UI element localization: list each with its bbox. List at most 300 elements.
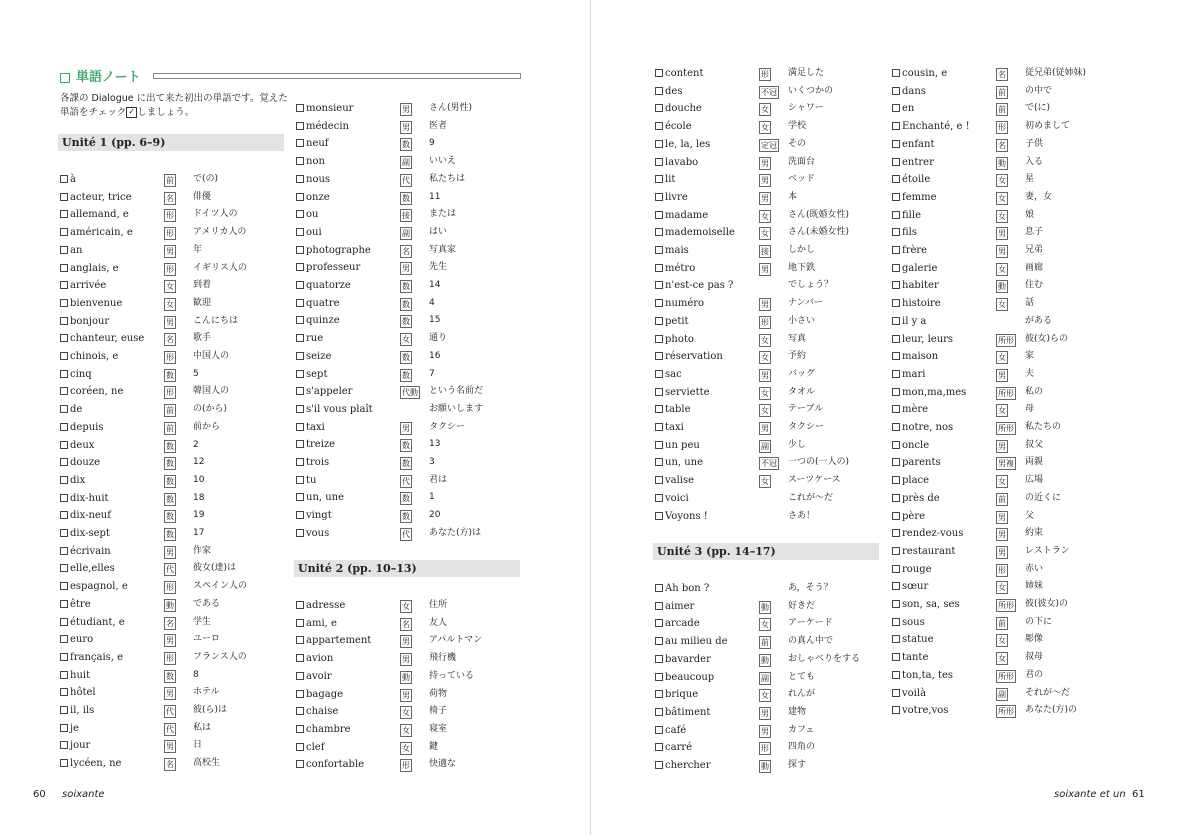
checkbox[interactable] — [60, 281, 68, 289]
vocab-word: coréen, ne — [70, 386, 124, 398]
checkbox[interactable] — [60, 600, 68, 608]
checkbox[interactable] — [655, 655, 663, 663]
checkbox[interactable] — [60, 529, 68, 537]
checkbox[interactable] — [296, 672, 304, 680]
checkbox[interactable] — [60, 317, 68, 325]
part-of-speech-tag: 所形 — [998, 707, 1014, 717]
part-of-speech-tag: 女 — [998, 300, 1006, 310]
checkbox[interactable] — [296, 458, 304, 466]
vocab-meaning: 8 — [193, 669, 199, 680]
checkbox[interactable] — [60, 671, 68, 679]
checkbox[interactable] — [892, 104, 900, 112]
vocab-meaning: 先生 — [429, 262, 448, 273]
part-of-speech-tag: 男 — [761, 264, 769, 274]
vocab-word: frère — [902, 245, 928, 256]
vocab-word: bienvenue — [70, 297, 123, 309]
part-of-speech-tag: 男 — [998, 547, 1006, 557]
part-of-speech-tag: 女 — [402, 708, 410, 718]
checkbox[interactable] — [892, 671, 900, 679]
part-of-speech-tag: 女 — [166, 282, 174, 292]
vocab-entry — [296, 153, 536, 170]
checkbox[interactable] — [655, 619, 663, 627]
unit-2-heading: Unité 2 (pp. 10–13) — [294, 560, 520, 577]
vocab-entry — [296, 118, 536, 135]
checkbox[interactable] — [296, 690, 304, 698]
vocab-meaning: という名前だ — [429, 386, 484, 397]
vocab-word: nous — [306, 173, 331, 185]
part-of-speech-tag: 形 — [166, 353, 174, 362]
checkbox[interactable] — [655, 140, 663, 148]
checkbox[interactable] — [60, 494, 68, 502]
part-of-speech-tag: 女 — [402, 602, 410, 611]
vocab-word: sœur — [902, 581, 929, 593]
vocab-word: deux — [70, 439, 95, 451]
part-of-speech-tag: 女 — [402, 335, 410, 345]
vocab-meaning: おしゃべりをする — [788, 653, 861, 664]
checkbox[interactable] — [892, 635, 900, 643]
checkbox[interactable] — [60, 511, 68, 519]
checkbox[interactable] — [892, 335, 900, 343]
vocab-word: écrivain — [70, 545, 111, 557]
checkbox[interactable] — [60, 759, 68, 767]
checkbox[interactable] — [892, 423, 900, 431]
vocab-word: femme — [902, 191, 937, 203]
part-of-speech-tag: 形 — [166, 583, 174, 593]
vocab-entry — [60, 401, 300, 418]
checkbox[interactable] — [892, 441, 900, 449]
part-of-speech-tag: 数 — [402, 370, 410, 380]
checkbox[interactable] — [892, 547, 900, 555]
checkbox[interactable] — [892, 370, 900, 378]
vocab-entry — [655, 615, 895, 632]
vocab-entry — [60, 313, 300, 330]
vocab-entry — [655, 83, 895, 100]
vocab-meaning: とても — [788, 671, 816, 682]
checkbox[interactable] — [892, 388, 900, 396]
checkbox[interactable] — [296, 725, 304, 733]
left-page-number: 60 — [33, 789, 46, 800]
checkbox[interactable] — [60, 334, 68, 342]
checkbox[interactable] — [60, 228, 68, 236]
part-of-speech-tag: 動 — [998, 282, 1006, 292]
vocab-entry — [296, 525, 536, 542]
vocab-meaning: 鍵 — [429, 741, 439, 752]
checkbox[interactable] — [296, 511, 304, 519]
vocab-meaning: 2 — [193, 439, 199, 450]
vocab-word: valise — [665, 475, 695, 487]
vocab-meaning: 彼(彼女)の — [1025, 599, 1069, 609]
vocab-meaning: 約束 — [1025, 528, 1044, 539]
vocab-meaning: 子供 — [1025, 138, 1044, 149]
checkbox[interactable] — [60, 405, 68, 413]
checkbox[interactable] — [296, 493, 304, 501]
vocab-meaning: 飛行機 — [429, 653, 457, 664]
part-of-speech-tag: 代 — [166, 707, 174, 716]
checkbox[interactable] — [296, 299, 304, 307]
checkbox[interactable] — [892, 653, 900, 661]
vocab-entry — [296, 436, 536, 453]
checkbox[interactable] — [892, 175, 900, 183]
checkbox[interactable] — [60, 653, 68, 661]
checkbox[interactable] — [655, 458, 663, 466]
vocab-entry — [655, 171, 895, 188]
vocab-entry — [655, 100, 895, 117]
checkbox[interactable] — [655, 352, 663, 360]
checkbox[interactable] — [296, 316, 304, 324]
checkbox[interactable] — [60, 564, 68, 572]
checkbox[interactable] — [892, 706, 900, 714]
vocab-entry — [655, 704, 895, 721]
checkbox[interactable] — [296, 743, 304, 751]
vocab-word: chanteur, euse — [70, 333, 145, 345]
checkbox[interactable] — [892, 689, 900, 697]
checkbox[interactable] — [655, 584, 663, 592]
vocab-meaning: アパルトマン — [429, 635, 483, 646]
vocab-meaning: 娘 — [1025, 209, 1035, 220]
part-of-speech-tag: 数 — [402, 193, 410, 203]
vocab-meaning: 学校 — [788, 121, 807, 132]
checkbox[interactable] — [892, 565, 900, 573]
checkbox[interactable] — [655, 476, 663, 484]
part-of-speech-tag: 前 — [166, 176, 174, 185]
checkbox[interactable] — [655, 690, 663, 698]
checkbox[interactable] — [60, 582, 68, 590]
checkbox[interactable] — [60, 193, 68, 201]
left-page-label: soixante — [62, 789, 105, 800]
part-of-speech-tag: 代動 — [402, 388, 418, 398]
vocab-meaning: 洗面台 — [788, 156, 816, 167]
part-of-speech-tag: 前 — [166, 423, 174, 433]
vocab-entry — [892, 331, 1132, 348]
checkbox[interactable] — [60, 741, 68, 749]
checkbox[interactable] — [655, 335, 663, 343]
checkbox[interactable] — [892, 228, 900, 236]
vocab-meaning: でしょう？ — [788, 280, 834, 291]
checkbox[interactable] — [296, 707, 304, 715]
vocab-word: non — [306, 156, 325, 168]
vocab-word: lavabo — [665, 156, 699, 168]
checkbox[interactable] — [655, 761, 663, 769]
vocab-meaning: 彼(女)らの — [1025, 333, 1069, 344]
checkbox[interactable] — [892, 352, 900, 360]
vocab-entry — [892, 65, 1132, 82]
part-of-speech-tag: 動 — [998, 158, 1006, 168]
checkbox[interactable] — [296, 619, 304, 627]
checkbox[interactable] — [655, 726, 663, 734]
vocab-entry — [60, 543, 300, 560]
checkbox[interactable] — [296, 423, 304, 431]
checkbox[interactable] — [655, 264, 663, 272]
checkbox[interactable] — [655, 441, 663, 449]
part-of-speech-tag: 数 — [402, 494, 410, 504]
vocab-entry — [892, 277, 1132, 294]
vocab-meaning: はい — [429, 226, 448, 237]
checkbox[interactable] — [60, 635, 68, 643]
vocab-meaning: 星 — [1025, 174, 1035, 185]
vocab-entry — [892, 384, 1132, 401]
checkbox[interactable] — [60, 423, 68, 431]
checkbox[interactable] — [60, 441, 68, 449]
checkbox[interactable] — [655, 211, 663, 219]
vocab-note-title-text: 単語ノート — [76, 70, 141, 85]
checkbox[interactable] — [296, 263, 304, 271]
part-of-speech-tag: 定冠 — [761, 140, 777, 150]
checkbox[interactable] — [296, 387, 304, 395]
checkbox[interactable] — [892, 458, 900, 466]
vocab-word: serviette — [665, 386, 710, 398]
checkbox[interactable] — [892, 529, 900, 537]
checkbox[interactable] — [892, 512, 900, 520]
checkbox[interactable] — [296, 210, 304, 218]
checkbox[interactable] — [892, 600, 900, 608]
checkbox[interactable] — [655, 370, 663, 378]
checkbox[interactable] — [60, 210, 68, 218]
part-of-speech-tag: 形 — [402, 761, 410, 771]
checkbox[interactable] — [655, 69, 663, 77]
checkbox[interactable] — [296, 228, 304, 236]
vocab-meaning: テーブル — [788, 404, 824, 415]
vocab-word: sous — [902, 616, 925, 628]
checkbox[interactable] — [296, 246, 304, 254]
vocab-meaning: 私の — [1025, 386, 1044, 397]
vocab-word: taxi — [306, 421, 325, 433]
vocab-meaning: の中で — [1025, 85, 1053, 96]
vocab-word: être — [70, 598, 91, 610]
vocab-entry — [655, 384, 895, 401]
vocab-meaning: 夫 — [1025, 368, 1035, 379]
part-of-speech-tag: 男 — [761, 193, 769, 203]
vocab-word: espagnol, e — [70, 581, 128, 593]
vocab-word: mais — [665, 245, 689, 256]
checkbox[interactable] — [655, 494, 663, 502]
checkbox[interactable] — [892, 582, 900, 590]
vocab-entry — [655, 686, 895, 703]
vocab-word: arcade — [665, 618, 700, 630]
checkbox[interactable] — [60, 476, 68, 484]
checkbox[interactable] — [655, 708, 663, 716]
vocab-word: avion — [306, 653, 334, 665]
checkbox[interactable] — [296, 104, 304, 112]
vocab-word: habiter — [902, 280, 939, 292]
part-of-speech-tag: 男 — [402, 105, 410, 114]
checkbox[interactable] — [892, 299, 900, 307]
checkbox[interactable] — [892, 317, 900, 325]
part-of-speech-tag: 名 — [998, 70, 1006, 79]
vocab-entry — [892, 525, 1132, 542]
checkbox[interactable] — [655, 602, 663, 610]
vocab-entry — [655, 295, 895, 312]
vocab-meaning: 話 — [1025, 298, 1035, 309]
vocab-entry — [655, 260, 895, 277]
checkbox[interactable] — [892, 158, 900, 166]
vocab-note-title — [60, 66, 141, 85]
part-of-speech-tag: 男 — [166, 547, 174, 557]
checkbox[interactable] — [892, 193, 900, 201]
checkbox[interactable] — [296, 760, 304, 768]
vocab-entry — [655, 277, 895, 294]
checkbox[interactable] — [655, 246, 663, 254]
vocab-meaning: その — [788, 138, 807, 149]
checkbox[interactable] — [296, 636, 304, 644]
vocab-word: père — [902, 510, 926, 522]
checkbox[interactable] — [892, 281, 900, 289]
checkbox[interactable] — [296, 654, 304, 662]
vocab-word: de — [70, 404, 83, 416]
checkbox[interactable] — [892, 122, 900, 130]
vocab-meaning: または — [429, 209, 457, 220]
checkbox[interactable] — [296, 352, 304, 360]
checkbox[interactable] — [892, 87, 900, 95]
checkbox[interactable] — [655, 299, 663, 307]
vocab-entry — [60, 490, 300, 507]
vocab-word: français, e — [70, 651, 124, 663]
checkbox[interactable] — [655, 122, 663, 130]
checkbox[interactable] — [296, 334, 304, 342]
checkbox[interactable] — [60, 370, 68, 378]
checkbox[interactable] — [296, 157, 304, 165]
vocab-word: professeur — [306, 262, 361, 274]
part-of-speech-tag: 代 — [402, 476, 410, 486]
part-of-speech-tag: 名 — [402, 619, 410, 629]
checkbox[interactable] — [296, 476, 304, 484]
checkbox[interactable] — [892, 618, 900, 626]
vocab-entry — [60, 224, 300, 241]
checkbox[interactable] — [892, 405, 900, 413]
checkbox[interactable] — [296, 405, 304, 413]
vocab-word: quinze — [306, 315, 340, 327]
vocab-meaning: 友人 — [429, 617, 448, 628]
vocab-meaning: の真ん中で — [788, 636, 834, 647]
vocab-word: tu — [306, 474, 317, 486]
checkbox[interactable] — [296, 529, 304, 537]
vocab-meaning: あなた(方)は — [429, 527, 482, 538]
checkbox[interactable] — [655, 743, 663, 751]
part-of-speech-tag: 女 — [402, 725, 410, 735]
checkbox[interactable] — [296, 122, 304, 130]
checkbox[interactable] — [892, 264, 900, 272]
part-of-speech-tag: 名 — [166, 335, 174, 345]
checkbox[interactable] — [655, 317, 663, 325]
part-of-speech-tag: 前 — [998, 87, 1006, 97]
vocab-meaning: あなた(方)の — [1025, 705, 1078, 716]
vocab-meaning: 叔母 — [1025, 652, 1044, 663]
vocab-meaning: ホテル — [193, 687, 220, 698]
checkbox[interactable] — [60, 618, 68, 626]
part-of-speech-tag: 男 — [998, 530, 1006, 540]
vocab-entry — [296, 668, 536, 685]
checkbox[interactable] — [296, 601, 304, 609]
checkbox[interactable] — [60, 706, 68, 714]
checkbox[interactable] — [60, 458, 68, 466]
checkbox[interactable] — [60, 724, 68, 732]
vocab-word: en — [902, 103, 915, 115]
vocab-entry — [892, 578, 1132, 595]
vocab-meaning: 歓迎 — [193, 297, 212, 308]
checkbox[interactable] — [60, 264, 68, 272]
vocab-meaning: 家 — [1025, 351, 1035, 362]
checkbox[interactable] — [655, 104, 663, 112]
vocab-meaning: さあ！ — [788, 510, 816, 521]
vocab-meaning: タクシー — [788, 422, 825, 432]
vocab-word: adresse — [306, 600, 346, 611]
checkbox[interactable] — [892, 494, 900, 502]
part-of-speech-tag: 男 — [166, 246, 174, 256]
vocab-meaning: 俳優 — [193, 191, 212, 202]
vocab-word: petit — [665, 315, 689, 327]
vocab-meaning: 君は — [429, 474, 448, 485]
checkbox[interactable] — [655, 175, 663, 183]
checkbox[interactable] — [655, 637, 663, 645]
checkbox[interactable] — [60, 387, 68, 395]
part-of-speech-tag: 数 — [166, 494, 174, 504]
vocab-meaning: 叔父 — [1025, 439, 1044, 450]
checkbox[interactable] — [296, 175, 304, 183]
part-of-speech-tag: 不冠 — [761, 459, 777, 469]
vocab-meaning: 荷物 — [429, 688, 448, 699]
checkbox[interactable] — [655, 405, 663, 413]
checkbox[interactable] — [60, 175, 68, 183]
vocab-meaning: スペイン人の — [193, 581, 248, 592]
vocab-meaning: 持っている — [429, 670, 475, 681]
checkbox[interactable] — [296, 281, 304, 289]
vocab-entry — [296, 507, 536, 524]
vocab-meaning: ユーロ — [193, 634, 221, 645]
part-of-speech-tag: 形 — [166, 653, 174, 663]
checkbox[interactable] — [655, 423, 663, 431]
checkbox[interactable] — [892, 246, 900, 254]
checkbox[interactable] — [655, 388, 663, 396]
vocab-word: table — [665, 404, 691, 416]
vocab-word: bonjour — [70, 315, 110, 327]
checkbox[interactable] — [60, 688, 68, 696]
checkbox[interactable] — [655, 193, 663, 201]
checkbox[interactable] — [296, 139, 304, 147]
vocab-entry — [655, 136, 895, 153]
vocab-meaning: 16 — [429, 350, 441, 361]
checkbox[interactable] — [655, 158, 663, 166]
checkbox[interactable] — [655, 512, 663, 520]
checkbox[interactable] — [892, 476, 900, 484]
checkbox[interactable] — [60, 547, 68, 555]
checkbox[interactable] — [655, 87, 663, 95]
vocab-meaning: 初めまして — [1025, 121, 1071, 132]
part-of-speech-tag: 男 — [998, 247, 1006, 256]
checkbox[interactable] — [655, 673, 663, 681]
checkbox[interactable] — [655, 228, 663, 236]
vocab-entry — [296, 721, 536, 738]
checkbox[interactable] — [296, 440, 304, 448]
part-of-speech-tag: 女 — [998, 176, 1006, 186]
checkbox[interactable] — [60, 352, 68, 360]
checkbox[interactable] — [655, 281, 663, 289]
vocab-meaning: 19 — [193, 510, 205, 521]
vocab-word: enfant — [902, 138, 935, 150]
checkbox[interactable] — [892, 211, 900, 219]
checkbox[interactable] — [296, 370, 304, 378]
checkbox[interactable] — [60, 299, 68, 307]
vocab-entry — [892, 702, 1132, 719]
vocab-word: livre — [665, 191, 688, 203]
checkbox[interactable] — [892, 69, 900, 77]
checkbox[interactable] — [60, 246, 68, 254]
vocab-entry — [296, 632, 536, 649]
vocab-entry — [296, 366, 536, 383]
part-of-speech-tag: 数 — [402, 317, 410, 327]
checkbox[interactable] — [296, 193, 304, 201]
checkbox[interactable] — [892, 140, 900, 148]
part-of-speech-tag: 所形 — [998, 671, 1014, 681]
vocab-word: depuis — [70, 421, 104, 433]
